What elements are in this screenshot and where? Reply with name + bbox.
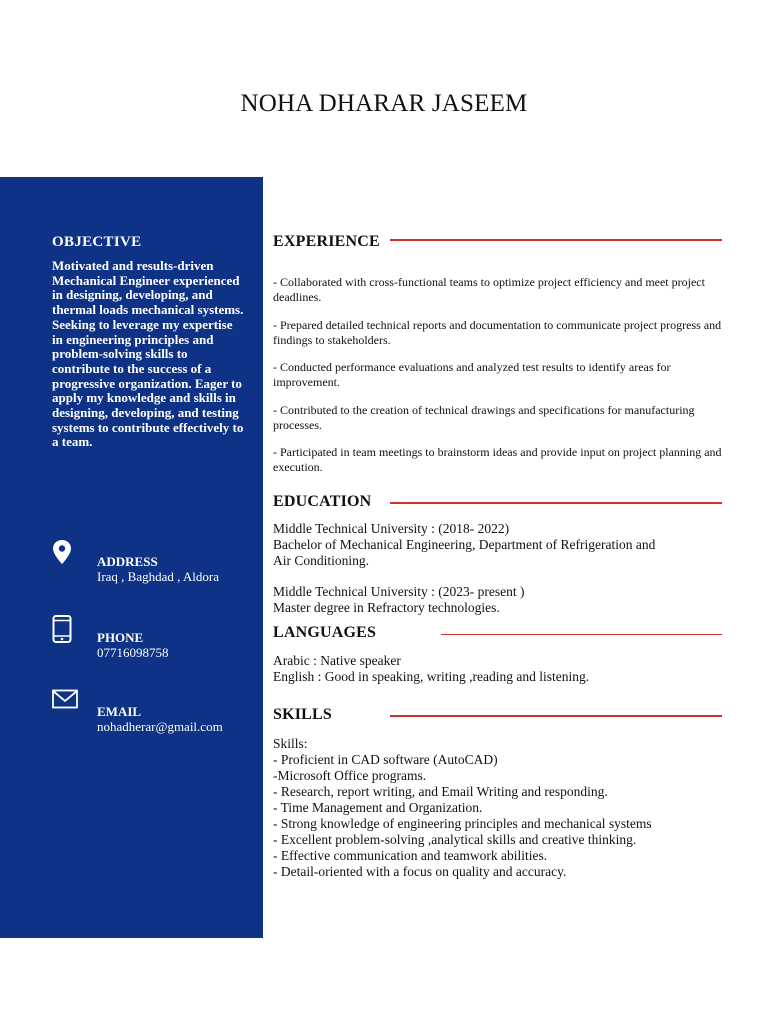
experience-item: - Participated in team meetings to brainstorm ideas and provide input on project planning and execution. bbox=[273, 445, 722, 474]
email-label: EMAIL bbox=[97, 704, 142, 719]
envelope-icon bbox=[52, 689, 78, 714]
skills-line: -Microsoft Office programs. bbox=[273, 768, 427, 783]
objective-text: Motivated and results-driven Mechanical Engineer experienced in designing, developing, and thermal loads mechanical systems. Seeking to leverage my expertise in engineering principles and problem-solving skills to contribute to the success of a progressive organization. Eager to apply my knowledge and skills in designing, developing, and testing systems to contribute effectively to a team. bbox=[52, 258, 244, 450]
location-pin-icon bbox=[52, 539, 72, 570]
skills-line: - Excellent problem-solving ,analytical skills and creative thinking. bbox=[273, 832, 637, 847]
experience-title: EXPERIENCE bbox=[273, 233, 380, 250]
skills-line: - Strong knowledge of engineering principles and mechanical systems bbox=[273, 816, 652, 831]
experience-item: - Collaborated with cross-functional teams to optimize project efficiency and meet project deadlines. bbox=[273, 275, 705, 304]
experience-item: - Prepared detailed technical reports and documentation to communicate project progress and findings to stakeholders. bbox=[273, 318, 722, 347]
skills-line: Skills: bbox=[273, 736, 308, 751]
address-value: Iraq , Baghdad , Aldora bbox=[97, 569, 220, 584]
languages-line: English : Good in speaking, writing ,reading and listening. bbox=[273, 669, 590, 684]
skills-line: - Research, report writing, and Email Writing and responding. bbox=[273, 784, 608, 799]
education-line: Bachelor of Mechanical Engineering, Department of Refrigeration and bbox=[273, 537, 656, 552]
phone-label: PHONE bbox=[97, 630, 144, 645]
languages-line: Arabic : Native speaker bbox=[273, 653, 401, 668]
skills-rule bbox=[390, 715, 722, 717]
objective-title: OBJECTIVE bbox=[52, 234, 142, 250]
experience-item: - Contributed to the creation of technical drawings and specifications for manufacturing processes. bbox=[273, 403, 695, 432]
languages-rule bbox=[441, 634, 722, 635]
skills-line: - Effective communication and teamwork abilities. bbox=[273, 848, 548, 863]
resume-name: NOHA DHARAR JASEEM bbox=[240, 90, 528, 117]
skills-line: - Detail-oriented with a focus on quality and accuracy. bbox=[273, 864, 567, 879]
experience-rule bbox=[390, 239, 722, 241]
skills-line: - Proficient in CAD software (AutoCAD) bbox=[273, 752, 498, 767]
education-title: EDUCATION bbox=[273, 493, 372, 510]
skills-title: SKILLS bbox=[273, 706, 333, 723]
phone-value: 07716098758 bbox=[97, 645, 169, 660]
address-label: ADDRESS bbox=[97, 554, 158, 569]
education-line: Middle Technical University : (2023- present ) bbox=[273, 584, 525, 599]
education-line: Master degree in Refractory technologies. bbox=[273, 600, 500, 615]
email-value[interactable]: nohadherar@gmail.com bbox=[97, 719, 223, 734]
experience-item: - Conducted performance evaluations and analyzed test results to identify areas for improvement. bbox=[273, 360, 671, 389]
languages-title: LANGUAGES bbox=[273, 624, 377, 641]
education-line: Middle Technical University : (2018- 2022) bbox=[273, 521, 510, 536]
education-line: Air Conditioning. bbox=[273, 553, 370, 568]
skills-line: - Time Management and Organization. bbox=[273, 800, 483, 815]
phone-icon bbox=[52, 615, 72, 648]
education-rule bbox=[390, 502, 722, 504]
sidebar bbox=[0, 177, 263, 938]
